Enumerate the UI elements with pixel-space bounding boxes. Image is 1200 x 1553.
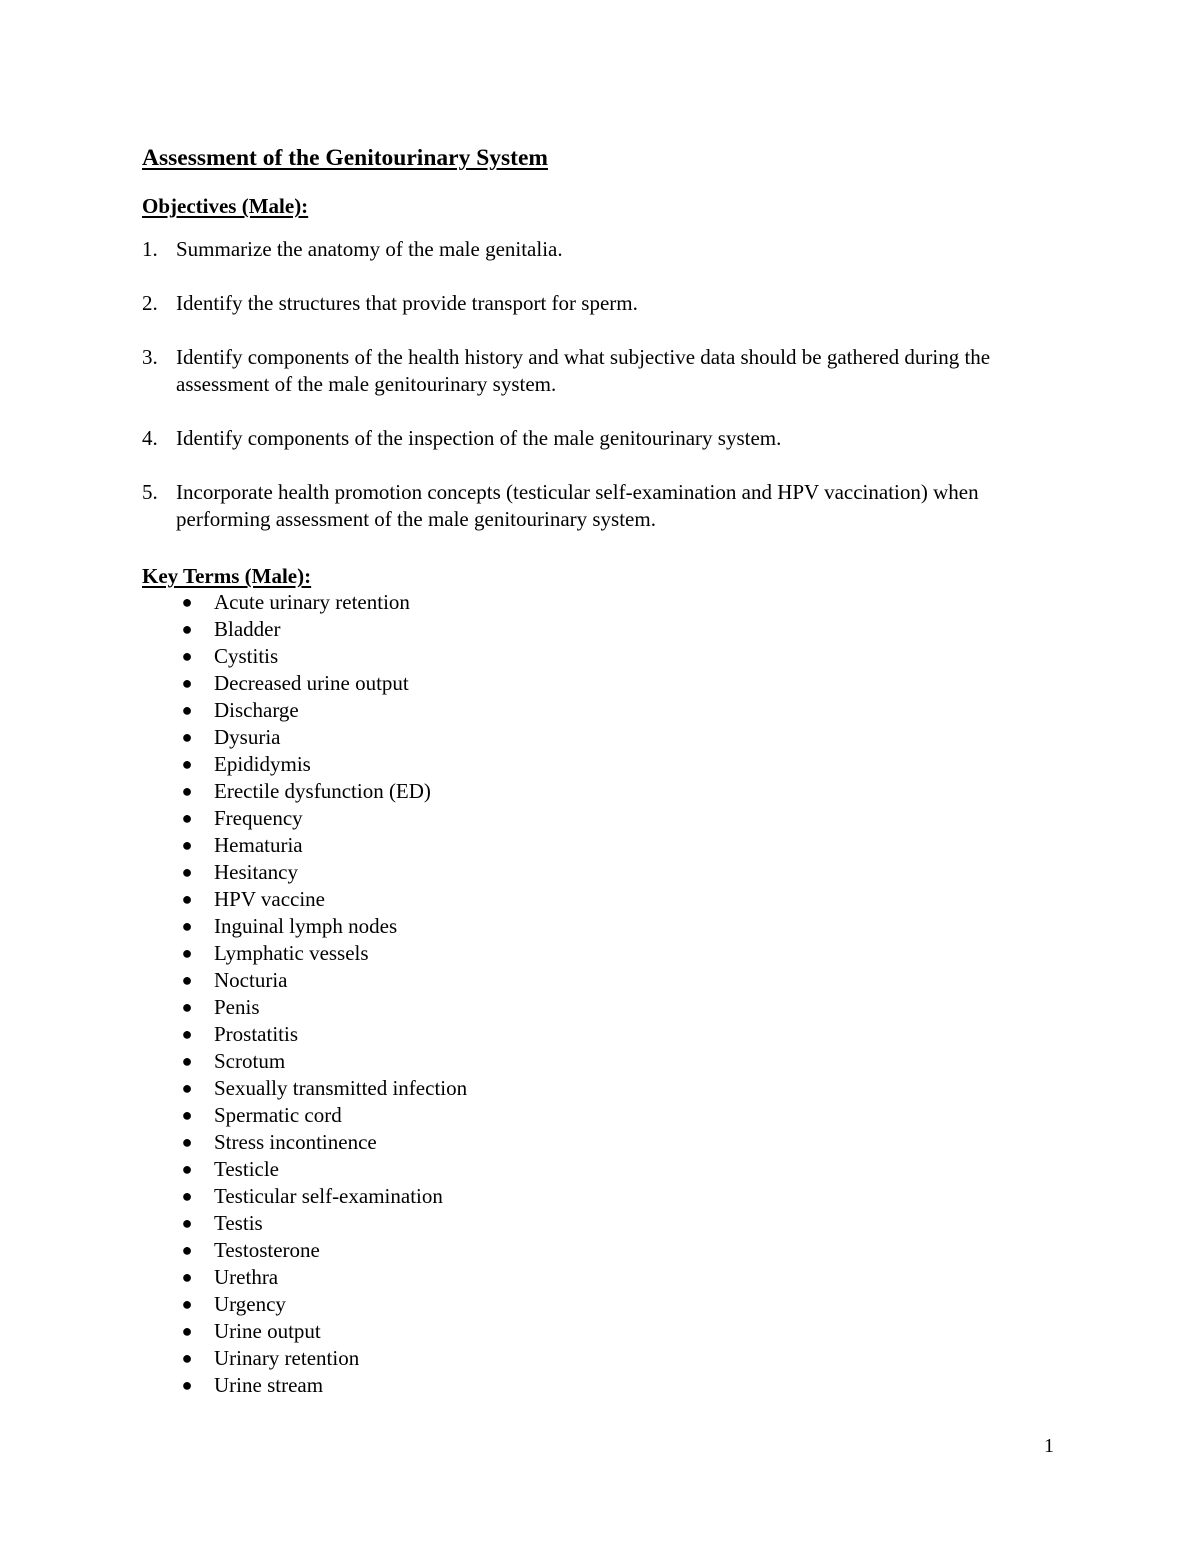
key-term-text: Nocturia xyxy=(214,968,288,992)
key-term-text: Spermatic cord xyxy=(214,1103,342,1127)
objectives-heading: Objectives (Male): xyxy=(142,194,309,218)
objective-item xyxy=(142,236,1072,263)
bullet-icon: ● xyxy=(181,1267,193,1287)
objective-text: Summarize the anatomy of the male genitalia. xyxy=(176,237,563,261)
objectives-list xyxy=(142,236,1072,560)
bullet-icon: ● xyxy=(181,727,193,747)
bullet-icon: ● xyxy=(181,1186,193,1206)
key-term-item xyxy=(142,1372,467,1399)
bullet-icon: ● xyxy=(181,700,193,720)
key-term-item xyxy=(142,1021,467,1048)
key-term-item xyxy=(142,1210,467,1237)
key-term-text: Discharge xyxy=(214,698,299,722)
bullet-icon: ● xyxy=(181,646,193,666)
key-term-item xyxy=(142,670,467,697)
bullet-icon: ● xyxy=(181,916,193,936)
objective-item xyxy=(142,344,1072,398)
key-term-text: Bladder xyxy=(214,617,281,641)
key-term-item xyxy=(142,589,467,616)
bullet-icon: ● xyxy=(181,592,193,612)
key-term-item xyxy=(142,832,467,859)
key-term-item xyxy=(142,940,467,967)
bullet-icon: ● xyxy=(181,781,193,801)
key-term-text: Decreased urine output xyxy=(214,671,409,695)
key-term-text: Scrotum xyxy=(214,1049,286,1073)
bullet-icon: ● xyxy=(181,1240,193,1260)
key-term-item xyxy=(142,805,467,832)
key-term-text: Urgency xyxy=(214,1292,286,1316)
key-term-item xyxy=(142,643,467,670)
objective-number: 2. xyxy=(142,291,158,315)
objective-text: Identify the structures that provide transport for sperm. xyxy=(176,291,638,315)
key-term-text: Sexually transmitted infection xyxy=(214,1076,468,1100)
objective-text: Identify components of the inspection of the male genitourinary system. xyxy=(176,426,782,450)
bullet-icon: ● xyxy=(181,619,193,639)
key-term-item xyxy=(142,1048,467,1075)
bullet-icon: ● xyxy=(181,1051,193,1071)
bullet-icon: ● xyxy=(181,1348,193,1368)
key-term-item xyxy=(142,859,467,886)
key-term-item xyxy=(142,1075,467,1102)
key-term-text: Erectile dysfunction (ED) xyxy=(214,779,431,803)
key-term-item xyxy=(142,1129,467,1156)
objective-text: Incorporate health promotion concepts (testicular self-examination and HPV vaccination) when performing assessment of the male genitourinary system. xyxy=(176,480,979,531)
key-term-text: Testosterone xyxy=(214,1238,320,1262)
bullet-icon: ● xyxy=(181,1105,193,1125)
bullet-icon: ● xyxy=(181,997,193,1017)
key-term-text: Testicle xyxy=(214,1157,279,1181)
objective-item xyxy=(142,290,1072,317)
bullet-icon: ● xyxy=(181,1294,193,1314)
key-term-text: Urethra xyxy=(214,1265,279,1289)
key-term-text: Penis xyxy=(214,995,260,1019)
bullet-icon: ● xyxy=(181,862,193,882)
bullet-icon: ● xyxy=(181,889,193,909)
key-term-text: Testicular self-examination xyxy=(214,1184,443,1208)
bullet-icon: ● xyxy=(181,754,193,774)
key-term-item xyxy=(142,1291,467,1318)
key-term-item xyxy=(142,1156,467,1183)
key-term-text: Urinary retention xyxy=(214,1346,360,1370)
key-term-text: Urine stream xyxy=(214,1373,324,1397)
key-term-text: Hematuria xyxy=(214,833,303,857)
bullet-icon: ● xyxy=(181,1078,193,1098)
bullet-icon: ● xyxy=(181,1375,193,1395)
key-term-item xyxy=(142,1345,467,1372)
key-term-item xyxy=(142,1237,467,1264)
key-term-text: HPV vaccine xyxy=(214,887,325,911)
key-term-item xyxy=(142,967,467,994)
key-term-text: Stress incontinence xyxy=(214,1130,377,1154)
key-term-item xyxy=(142,1264,467,1291)
bullet-icon: ● xyxy=(181,1132,193,1152)
document-title: Assessment of the Genitourinary System xyxy=(142,145,548,171)
key-term-text: Lymphatic vessels xyxy=(214,941,369,965)
key-term-text: Dysuria xyxy=(214,725,281,749)
objective-number: 3. xyxy=(142,345,158,369)
key-term-text: Inguinal lymph nodes xyxy=(214,914,398,938)
key-term-item xyxy=(142,778,467,805)
bullet-icon: ● xyxy=(181,1024,193,1044)
objective-item xyxy=(142,479,1072,533)
key-term-item xyxy=(142,616,467,643)
bullet-icon: ● xyxy=(181,835,193,855)
objective-item xyxy=(142,425,1072,452)
key-term-text: Frequency xyxy=(214,806,303,830)
key-term-item xyxy=(142,697,467,724)
key-term-item xyxy=(142,913,467,940)
bullet-icon: ● xyxy=(181,808,193,828)
page-number: 1 xyxy=(1044,1435,1054,1457)
bullet-icon: ● xyxy=(181,673,193,693)
objective-number: 5. xyxy=(142,480,158,504)
bullet-icon: ● xyxy=(181,970,193,990)
bullet-icon: ● xyxy=(181,1213,193,1233)
key-term-item xyxy=(142,1183,467,1210)
key-term-text: Urine output xyxy=(214,1319,321,1343)
key-term-item xyxy=(142,886,467,913)
bullet-icon: ● xyxy=(181,1159,193,1179)
bullet-icon: ● xyxy=(181,943,193,963)
key-term-item xyxy=(142,724,467,751)
objective-text: Identify components of the health history and what subjective data should be gathered during the assessment of the male genitourinary system. xyxy=(176,345,991,396)
key-term-item xyxy=(142,1318,467,1345)
key-term-text: Prostatitis xyxy=(214,1022,299,1046)
key-term-text: Acute urinary retention xyxy=(214,590,410,614)
key-term-text: Cystitis xyxy=(214,644,279,668)
key-terms-list xyxy=(142,589,467,1399)
objective-number: 1. xyxy=(142,237,158,261)
objective-number: 4. xyxy=(142,426,158,450)
key-term-text: Hesitancy xyxy=(214,860,298,884)
key-term-item xyxy=(142,994,467,1021)
key-term-text: Epididymis xyxy=(214,752,311,776)
key-terms-heading: Key Terms (Male): xyxy=(142,564,312,588)
key-term-text: Testis xyxy=(214,1211,263,1235)
bullet-icon: ● xyxy=(181,1321,193,1341)
key-term-item xyxy=(142,1102,467,1129)
key-term-item xyxy=(142,751,467,778)
